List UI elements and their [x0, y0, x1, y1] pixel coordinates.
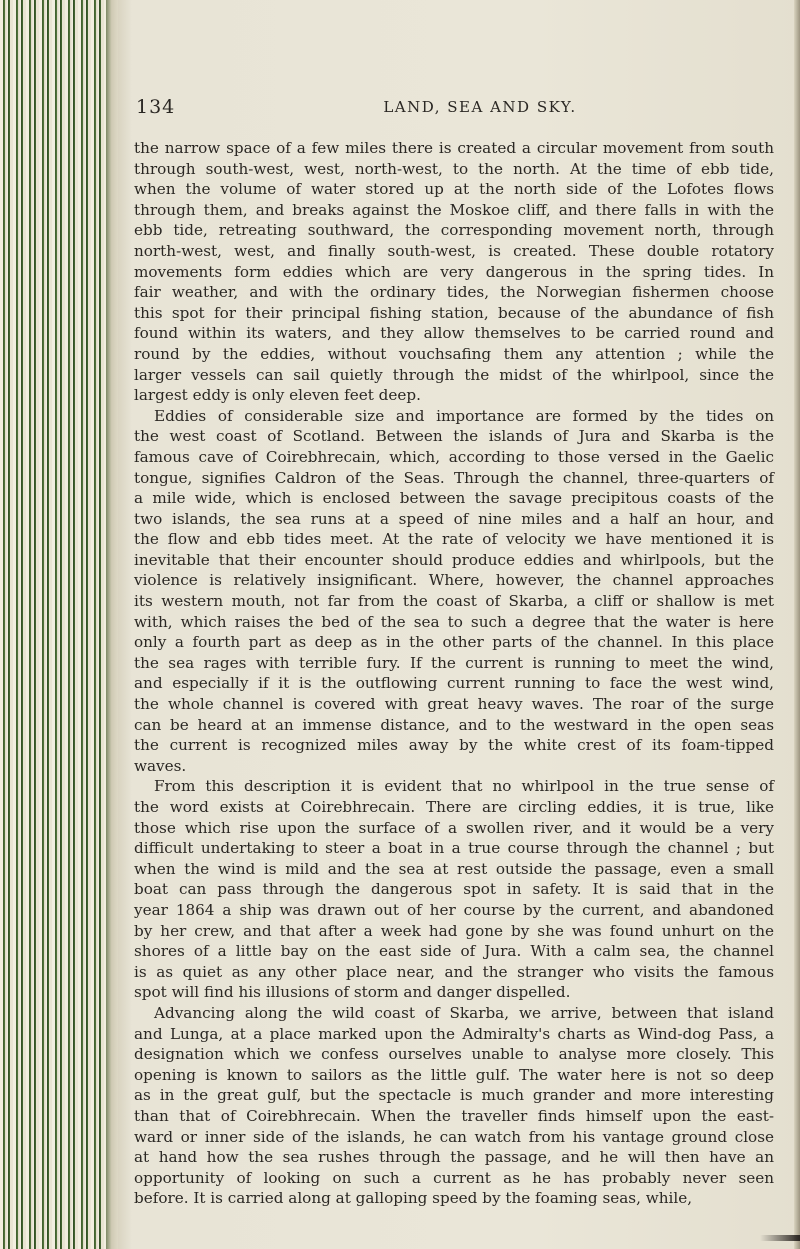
text-line: when the wind is mild and the sea at rest outside the passage, even a small: [134, 859, 774, 878]
text-line: opportunity of looking on such a current as he has probably never seen: [134, 1168, 774, 1187]
text-line: the whole channel is covered with great heavy waves. The roar of the surge: [134, 695, 774, 714]
text-line: the current is recognized miles away by the white crest of its foam-tipped: [134, 736, 774, 755]
running-head: [136, 96, 774, 118]
text-line: with, which raises the bed of the sea to such a degree that the water is here: [134, 612, 774, 631]
text-line: its western mouth, not far from the coast of Skarba, a cliff or shallow is met: [134, 592, 774, 611]
paragraph: [134, 776, 774, 1003]
text-line: and Lunga, at a place marked upon the Admiralty's charts as Wind-dog Pass, a: [134, 1024, 774, 1043]
text-line: as in the great gulf, but the spectacle is much grander and more interesting: [134, 1086, 774, 1105]
text-line: year 1864 a ship was drawn out of her course by the current, and abandoned: [134, 900, 774, 919]
paragraph: [134, 406, 774, 777]
paragraph: [134, 138, 774, 406]
text-line: famous cave of Coirebhrecain, which, according to those versed in the Gaelic: [134, 447, 774, 466]
text-line: tongue, signifies Caldron of the Seas. Through the channel, three-quarters of: [134, 468, 774, 487]
text-line: movements form eddies which are very dangerous in the spring tides. In: [134, 262, 774, 281]
text-line: when the volume of water stored up at the north side of the Lofotes flows: [134, 180, 774, 199]
text-line: inevitable that their encounter should produce eddies and whirlpools, but the: [134, 550, 774, 569]
text-line: largest eddy is only eleven feet deep.: [134, 386, 421, 405]
text-line: only a fourth part as deep as in the other parts of the channel. In this place: [134, 633, 774, 652]
text-line: a mile wide, which is enclosed between the savage precipitous coasts of the: [134, 489, 774, 508]
text-line: those which rise upon the surface of a swollen river, and it would be a very: [134, 818, 774, 837]
body-text: [134, 138, 774, 1209]
text-line: shores of a little bay on the east side of Jura. With a calm sea, the channel: [134, 942, 774, 961]
text-line: designation which we confess ourselves unable to analyse more closely. This: [134, 1045, 774, 1064]
text-line: at hand how the sea rushes through the passage, and he will then have an: [134, 1148, 774, 1167]
text-line: opening is known to sailors as the little gulf. The water here is not so deep: [134, 1065, 774, 1084]
text-line: through them, and breaks against the Moskoe cliff, and there falls in with the: [134, 200, 774, 219]
text-line: Advancing along the wild coast of Skarba, we arrive, between that island: [154, 1003, 774, 1022]
text-line: this spot for their principal fishing station, because of the abundance of fish: [134, 303, 774, 322]
page-number: 134: [136, 96, 176, 118]
text-line: ward or inner side of the islands, he can watch from his vantage ground close: [134, 1127, 774, 1146]
running-head-title: LAND, SEA AND SKY.: [383, 98, 577, 116]
text-line: violence is relatively insignificant. Where, however, the channel approaches: [134, 571, 774, 590]
text-line: waves.: [134, 756, 187, 775]
page-right-edge: [794, 0, 800, 1249]
text-line: by her crew, and that after a week had gone by she was found unhurt on the: [134, 921, 774, 940]
text-line: before. It is carried along at galloping speed by the foaming seas, while,: [134, 1189, 693, 1208]
text-line: the narrow space of a few miles there is created a circular movement from south: [134, 139, 774, 157]
text-line: the west coast of Scotland. Between the islands of Jura and Skarba is the: [134, 427, 774, 446]
book-binding-edge: [0, 0, 120, 1249]
text-line: the flow and ebb tides meet. At the rate of velocity we have mentioned it is: [134, 530, 774, 549]
text-line: fair weather, and with the ordinary tides, the Norwegian fishermen choose: [134, 283, 774, 302]
text-line: found within its waters, and they allow themselves to be carried round and: [134, 324, 774, 343]
text-line: than that of Coirebhrecain. When the traveller finds himself upon the east-: [134, 1106, 774, 1125]
text-line: larger vessels can sail quietly through the midst of the whirlpool, since the: [134, 365, 774, 384]
page-corner-shadow: [760, 1235, 800, 1241]
text-line: ebb tide, retreating southward, the corresponding movement north, through: [134, 221, 774, 240]
text-line: can be heard at an immense distance, and to the westward in the open seas: [134, 715, 774, 734]
text-line: is as quiet as any other place near, and the stranger who visits the famous: [134, 962, 774, 981]
text-line: difficult undertaking to steer a boat in a true course through the channel ; but: [134, 839, 774, 858]
text-line: Eddies of considerable size and importance are formed by the tides on: [154, 406, 774, 425]
text-line: spot will find his illusions of storm and danger dispelled.: [134, 983, 571, 1002]
text-line: the sea rages with terrible fury. If the current is running to meet the wind,: [134, 653, 774, 672]
text-line: the word exists at Coirebhrecain. There are circling eddies, it is true, like: [134, 798, 774, 816]
text-line: and especially if it is the outflowing current running to face the west wind,: [134, 674, 774, 693]
text-line: through south-west, west, north-west, to the north. At the time of ebb tide,: [134, 159, 774, 178]
text-line: two islands, the sea runs at a speed of nine miles and a half an hour, and: [134, 509, 774, 528]
text-line: From this description it is evident that no whirlpool in the true sense of: [154, 777, 774, 796]
text-line: north-west, west, and finally south-west, is created. These double rotatory: [134, 241, 774, 260]
text-line: boat can pass through the dangerous spot in safety. It is said that in the: [134, 880, 774, 899]
text-line: round by the eddies, without vouchsafing them any attention ; while the: [134, 344, 774, 363]
paragraph: [134, 1003, 774, 1209]
